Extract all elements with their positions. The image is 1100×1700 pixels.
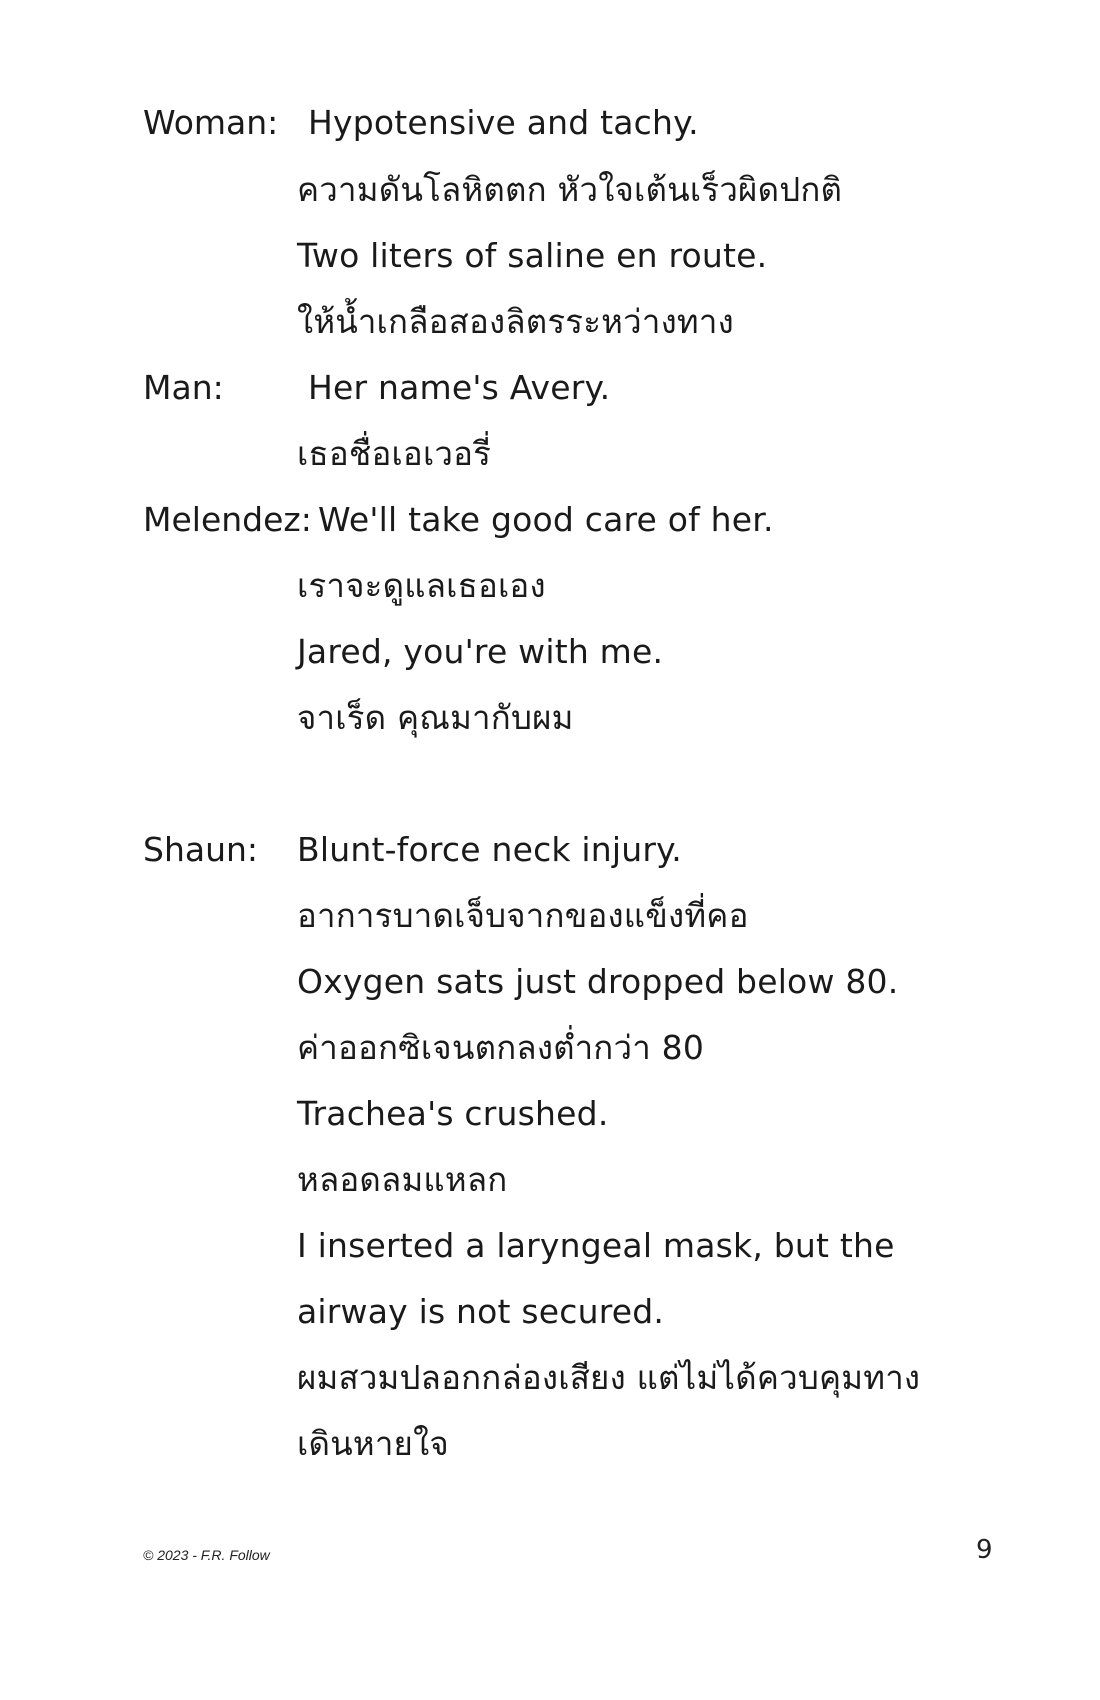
dialogue-line: Blunt-force neck injury. <box>297 830 682 869</box>
speaker-label: Woman: <box>143 103 279 142</box>
translation-line: อาการบาดเจ็บจากของแข็งที่คอ <box>297 896 749 935</box>
dialogue-line: Trachea's crushed. <box>297 1094 609 1133</box>
dialogue-line: airway is not secured. <box>297 1292 665 1331</box>
dialogue-line: We'll take good care of her. <box>318 500 774 539</box>
speaker-label: Man: <box>143 368 224 407</box>
translation-line: ให้น้ำเกลือสองลิตรระหว่างทาง <box>297 302 734 341</box>
dialogue-line: Jared, you're with me. <box>297 632 664 671</box>
dialogue-line: Her name's Avery. <box>308 368 611 407</box>
translation-line: ผมสวมปลอกกล่องเสียง แต่ไม่ได้ควบคุมทาง <box>297 1358 921 1397</box>
dialogue-line: Two liters of saline en route. <box>297 236 768 275</box>
speaker-label: Shaun: <box>143 830 259 869</box>
translation-line: เราจะดูแลเธอเอง <box>297 566 546 605</box>
dialogue-line: I inserted a laryngeal mask, but the <box>297 1226 895 1265</box>
dialogue-line: Hypotensive and tachy. <box>308 103 699 142</box>
page-number: 9 <box>976 1535 993 1565</box>
translation-line: ค่าออกซิเจนตกลงต่ำกว่า 80 <box>297 1028 705 1067</box>
speaker-label: Melendez: <box>143 500 312 539</box>
translation-line: เธอชื่อเอเวอรี่ <box>297 434 492 473</box>
dialogue-line: Oxygen sats just dropped below 80. <box>297 962 899 1001</box>
translation-line: ความดันโลหิตตก หัวใจเต้นเร็วผิดปกติ <box>297 170 843 209</box>
translation-line: จาเร็ด คุณมากับผม <box>297 698 574 737</box>
translation-line: หลอดลมแหลก <box>297 1160 508 1199</box>
translation-line: เดินหายใจ <box>297 1424 449 1463</box>
copyright-notice: © 2023 - F.R. Follow <box>143 1547 270 1563</box>
